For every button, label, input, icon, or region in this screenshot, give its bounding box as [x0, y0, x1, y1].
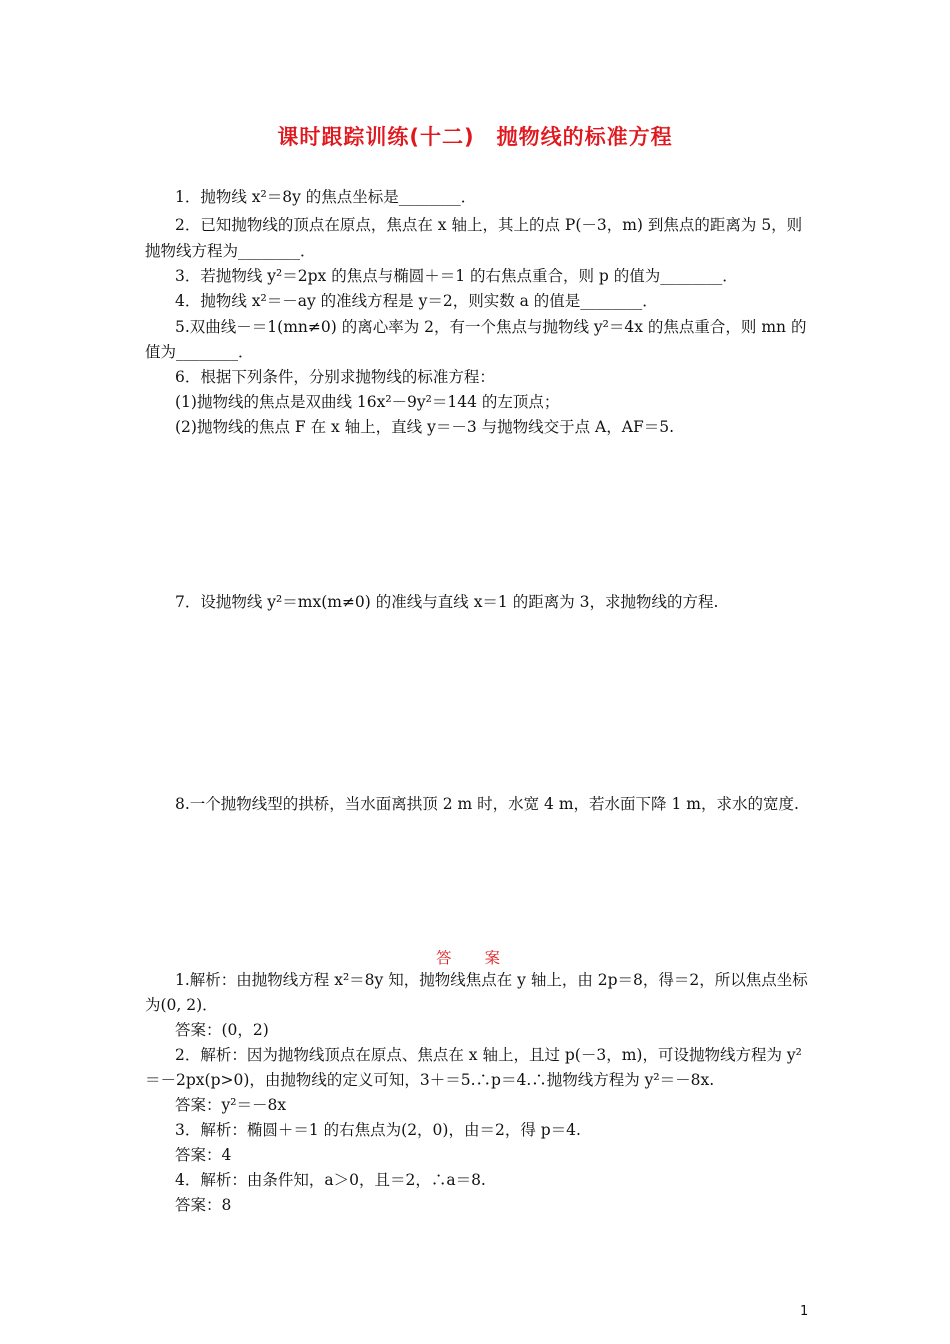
page-number: 1 — [800, 1304, 809, 1319]
answer-1-result: 答案：(0，2) — [175, 1021, 269, 1039]
answer-2: 2．解析：因为抛物线顶点在原点、焦点在 x 轴上，且过 p(－3，m)，可设抛物线方程为 y² — [175, 1046, 802, 1064]
question-5: 5.双曲线－＝1(mn≠0) 的离心率为 2，有一个焦点与抛物线 y²＝4x 的焦点重合，则 mn 的 — [175, 318, 807, 336]
answer-2-cont: ＝－2px(p>0)，由抛物线的定义可知，3＋＝5.∴p＝4.∴抛物线方程为 y²＝－8x. — [145, 1071, 715, 1089]
answer-3-result: 答案：4 — [175, 1146, 232, 1164]
question-2: 2．已知抛物线的顶点在原点，焦点在 x 轴上，其上的点 P(－3，m) 到焦点的距离为 5，则 — [175, 216, 803, 234]
question-2-cont: 抛物线方程为________． — [145, 242, 316, 260]
question-3: 3．若抛物线 y²＝2px 的焦点与椭圆＋＝1 的右焦点重合，则 p 的值为________． — [175, 267, 738, 285]
answer-2-result: 答案：y²＝－8x — [175, 1096, 287, 1114]
page-title: 课时跟踪训练(十二) 抛物线的标准方程 — [277, 125, 673, 149]
question-6-part-1: (1)抛物线的焦点是双曲线 16x²－9y²＝144 的左顶点； — [175, 393, 560, 411]
answer-4-result: 答案：8 — [175, 1196, 232, 1214]
question-1: 1．抛物线 x²＝8y 的焦点坐标是________． — [175, 188, 477, 206]
question-4: 4．抛物线 x²＝－ay 的准线方程是 y＝2，则实数 a 的值是________． — [175, 292, 658, 310]
question-7: 7．设抛物线 y²＝mx(m≠0) 的准线与直线 x＝1 的距离为 3，求抛物线的方程. — [175, 593, 719, 611]
question-6-part-2: (2)抛物线的焦点 F 在 x 轴上，直线 y＝－3 与抛物线交于点 A，AF＝5. — [175, 418, 674, 436]
answer-4: 4．解析：由条件知，a＞0，且＝2，∴a＝8. — [175, 1171, 486, 1189]
question-6: 6．根据下列条件，分别求抛物线的标准方程： — [175, 368, 495, 386]
answer-1: 1.解析：由抛物线方程 x²＝8y 知，抛物线焦点在 y 轴上，由 2p＝8，得＝2，所以焦点坐标 — [175, 971, 808, 989]
answers-heading: 答 案 — [436, 949, 514, 967]
answer-1-cont: 为(0, 2)． — [145, 996, 218, 1014]
question-5-cont: 值为________． — [145, 343, 254, 361]
question-8: 8.一个抛物线型的拱桥，当水面离拱顶 2 m 时，水宽 4 m，若水面下降 1 m，求水的宽度. — [175, 795, 799, 813]
answer-3: 3．解析：椭圆＋＝1 的右焦点为(2，0)，由＝2，得 p＝4. — [175, 1121, 581, 1139]
